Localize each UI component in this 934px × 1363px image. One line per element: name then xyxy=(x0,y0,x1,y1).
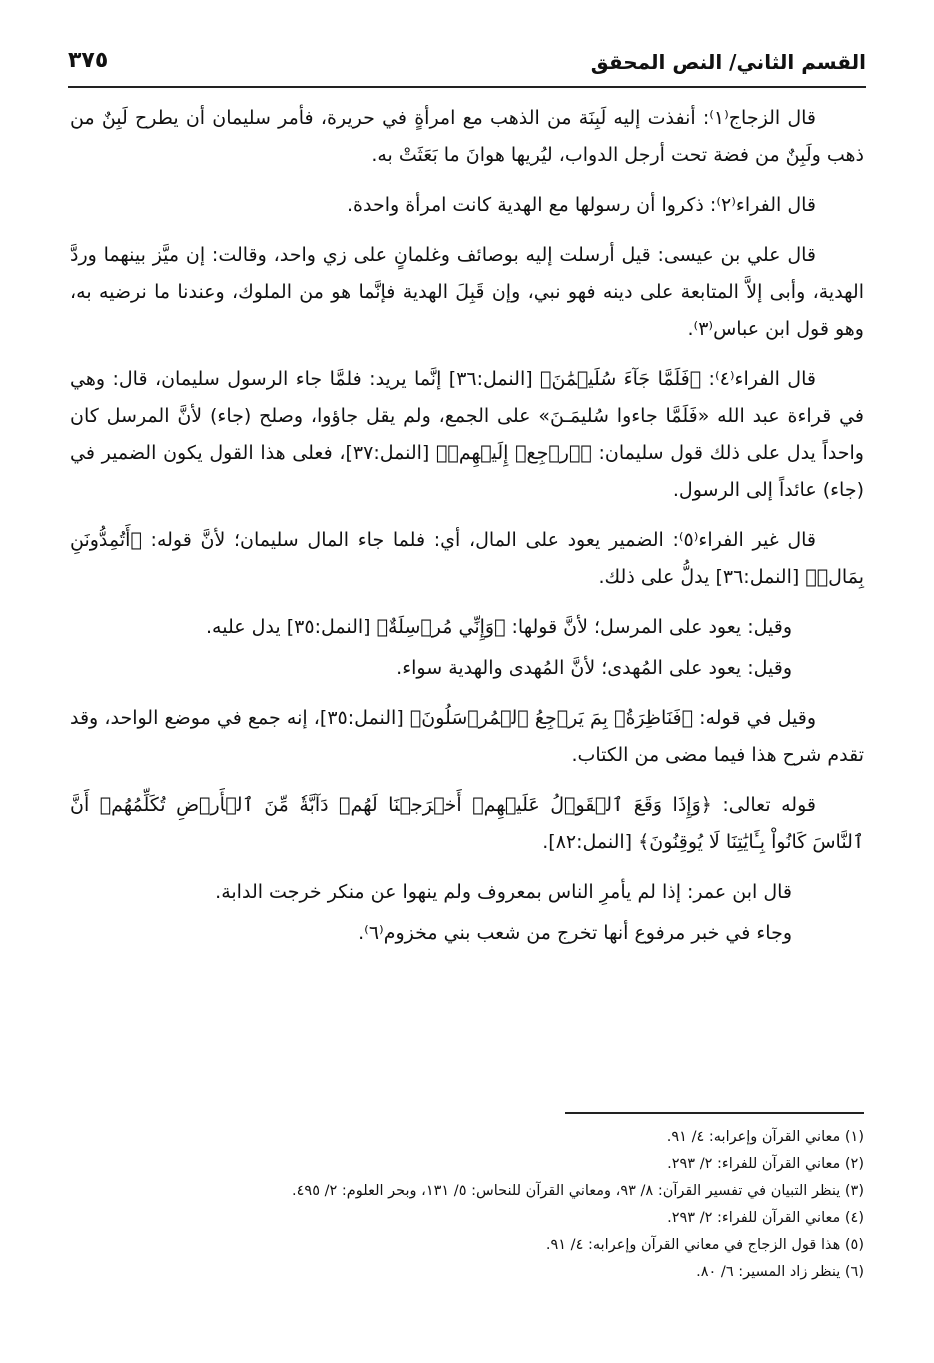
paragraph-zajjaj: قال الزجاج⁽١⁾: أنفذت إليه لَبِنَة من الذهب مع امرأةٍ في حريرة، فأمر سليمان أن يطرح لَبِنٌ من ذهب ولَبِنٌ من فضة تحت أرجل الدواب، ليُريها هوانَ ما بَعَثَتْ به. xyxy=(70,107,864,166)
paragraph-qila-muhda: وقيل: يعود على المُهدى؛ لأنَّ المُهدى والهدية سواء. xyxy=(396,657,792,679)
paragraph-qila-nazira: وقيل في قوله: ﴿فَنَاظِرَةُۢ بِمَ يَرۡجِعُ ٱلۡمُرۡسَلُونَ﴾ [النمل:٣٥]، إنه جمع في موضع الواحد، وقد تقدم شرح هذا فيما مضى من الكتاب. xyxy=(70,707,864,766)
main-text xyxy=(70,100,864,965)
paragraph-khabar-marfu: وجاء في خبر مرفوع أنها تخرج من شعب بني مخزوم⁽٦⁾. xyxy=(358,922,792,944)
paragraph-farra-2: قال الفراء⁽٤⁾: ﴿فَلَمَّا جَآءَ سُلَيۡمَٰنَ﴾ [النمل:٣٦] إنَّما يريد: فلمَّا جاء الرسول سليمان، قال: وهي في قراءة عبد الله «فَلَمَّا جاءوا سُليمَـنَ» على الجمع، ولم يقل جاؤوا، وصلح (جاء) لأنَّ المرسل كان واحداً يدل على ذلك قول سليمان: ﴿ٱرۡجِعۡ إِلَيۡهِمۡ﴾ [النمل:٣٧]، فعلى هذا القول يكون الضمير في (جاء) عائداً إلى الرسول. xyxy=(70,368,864,501)
footnote-5: (٥) هذا قول الزجاج في معاني القرآن وإعرابه: ٤/ ٩١. xyxy=(545,1237,864,1253)
footnote-2: (٢) معاني القرآن للفراء: ٢/ ٢٩٣. xyxy=(667,1156,864,1172)
paragraph-qila-mursil: وقيل: يعود على المرسل؛ لأنَّ قولها: ﴿وَإِنِّي مُرۡسِلَةٌ﴾ [النمل:٣٥] يدل عليه. xyxy=(205,616,792,638)
running-header xyxy=(68,44,866,84)
footnote-6: (٦) ينظر زاد المسير: ٦/ ٨٠. xyxy=(696,1264,864,1280)
footnote-separator xyxy=(565,1112,864,1114)
header-rule xyxy=(68,86,866,88)
paragraph-qawluhu-taala: قوله تعالى: ﴿وَإِذَا وَقَعَ ٱلۡقَوۡلُ عَلَيۡهِمۡ أَخۡرَجۡنَا لَهُمۡ دَآبَّةٗ مِّنَ ٱلۡأَرۡضِ تُكَلِّمُهُمۡ أَنَّ ٱلنَّاسَ كَانُواْ بِـَٔايَٰتِنَا لَا يُوقِنُونَ﴾ [النمل:٨٢]. xyxy=(70,794,864,853)
paragraph-farra-1: قال الفراء⁽٢⁾: ذكروا أن رسولها مع الهدية كانت امرأة واحدة. xyxy=(347,194,816,216)
page-number: ٣٧٥ xyxy=(68,48,109,73)
paragraph-ghayr-farra: قال غير الفراء⁽٥⁾: الضمير يعود على المال، أي: فلما جاء المال سليمان؛ لأنَّ قوله: ﴿أَتُمِدُّونَنِ بِمَالٖ﴾ [النمل:٣٦] يدلُّ على ذلك. xyxy=(70,529,864,588)
header-title: القسم الثاني/ النص المحقق xyxy=(590,50,866,74)
paragraph-ali-bin-isa: قال علي بن عيسى: قيل أرسلت إليه بوصائف وغلمانٍ على زي واحد، وقالت: إن ميَّز بينهما وردَّ الهدية، وأبى إلاَّ المتابعة على دينه فهو نبي، وإن قَبِلَ الهدية فإنَّما هو من الملوك، وعندنا ما نرضيه به، وهو قول ابن عباس⁽٣⁾. xyxy=(70,244,864,340)
footnote-3: (٣) ينظر التبيان في تفسير القرآن: ٨/ ٩٣، ومعاني القرآن للنحاس: ٥/ ١٣١، وبحر العلوم: ٢/ ٤٩٥. xyxy=(292,1183,864,1199)
footnotes xyxy=(70,1124,864,1286)
paragraph-ibn-umar: قال ابن عمر: إذا لم يأمرِ الناس بمعروف ولم ينهوا عن منكر خرجت الدابة. xyxy=(215,881,792,903)
footnote-1: (١) معاني القرآن وإعرابه: ٤/ ٩١. xyxy=(666,1129,864,1145)
footnote-4: (٤) معاني القرآن للفراء: ٢/ ٢٩٣. xyxy=(667,1210,864,1226)
